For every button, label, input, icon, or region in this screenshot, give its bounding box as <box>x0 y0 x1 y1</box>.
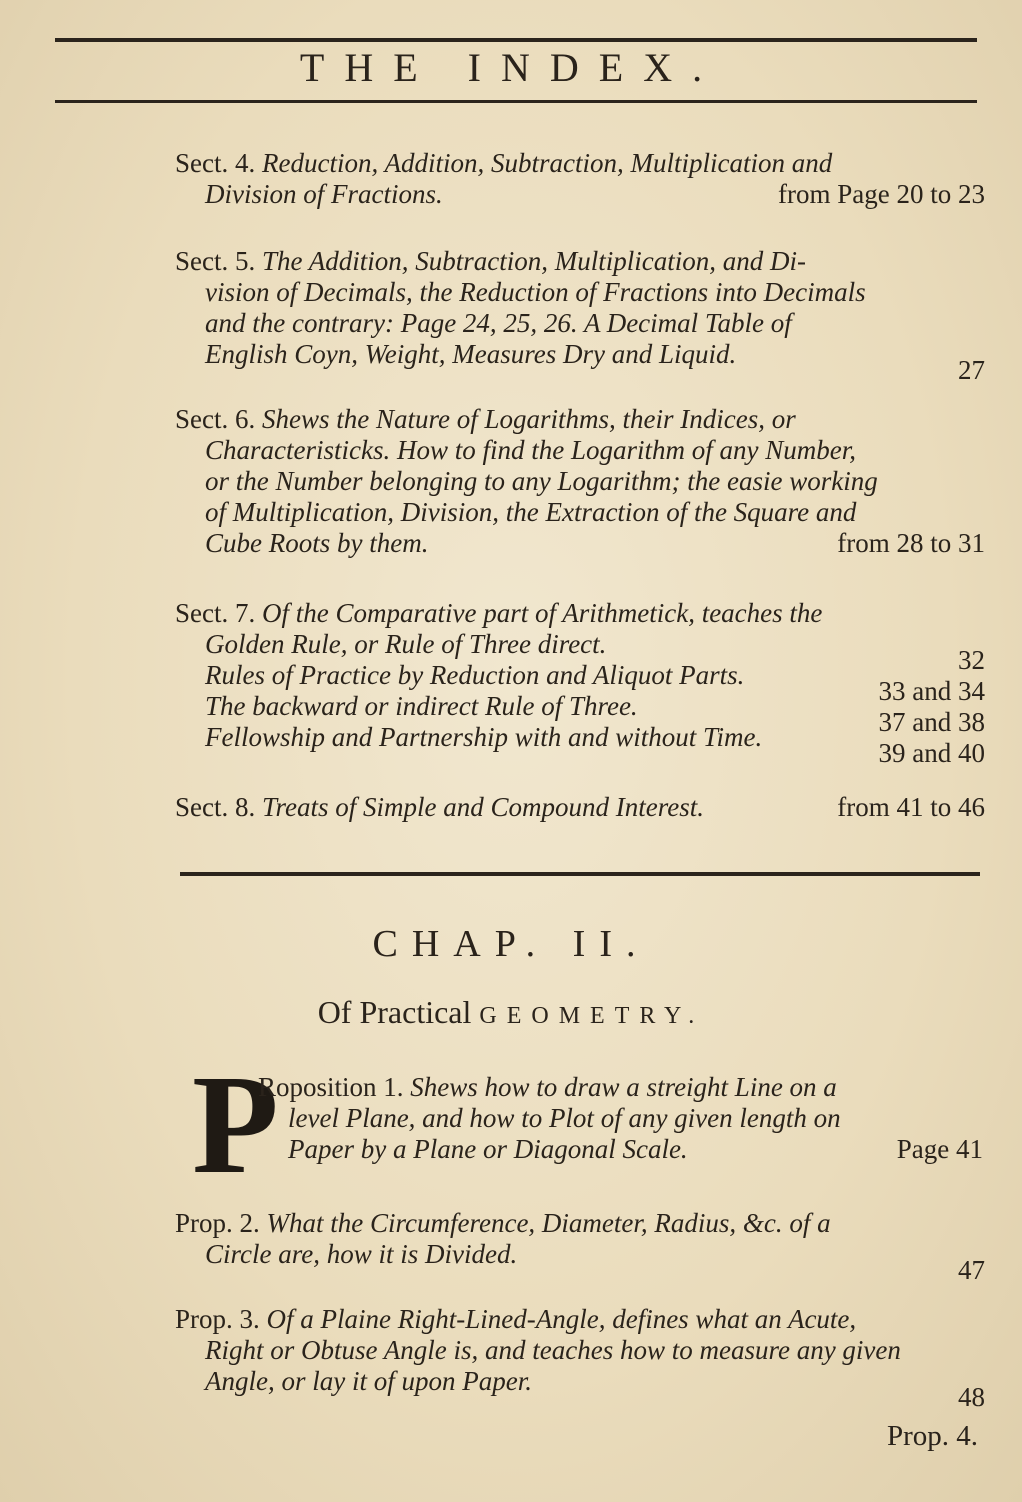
index-entry-sect-4 <box>175 148 985 210</box>
page-title: THE INDEX. <box>299 45 723 90</box>
entry-text: Angle, or lay it of upon Paper. <box>205 1366 532 1396</box>
chapter-subject-prefix: Of Practical <box>317 994 472 1030</box>
index-entry-prop-3 <box>175 1304 985 1412</box>
section-divider-rule <box>180 872 980 876</box>
page-reference: 32 <box>958 645 985 675</box>
entry-text: Rules of Practice by Reduction and Aliquot Parts. <box>205 660 745 690</box>
entry-text: Paper by a Plane or Diagonal Scale. <box>288 1134 688 1164</box>
index-entry-prop-1 <box>258 1072 983 1165</box>
entry-text: Reduction, Addition, Subtraction, Multiplication and <box>262 148 833 178</box>
entry-label: Sect. 7. <box>175 598 256 628</box>
index-entry-sect-6 <box>175 404 985 559</box>
chapter-title: CHAP. II. <box>372 923 650 965</box>
entry-text: Treats of Simple and Compound Interest. <box>262 792 704 822</box>
entry-text: and the contrary: Page 24, 25, 26. A Decimal Table of <box>205 308 792 338</box>
entry-text: Golden Rule, or Rule of Three direct. <box>205 629 607 659</box>
entry-label: Sect. 4. <box>175 148 256 178</box>
index-entry-sect-5 <box>175 246 985 385</box>
chapter-subject <box>0 994 1022 1031</box>
entry-text: level Plane, and how to Plot of any given length on <box>288 1103 841 1133</box>
page-reference: 27 <box>958 355 985 385</box>
page-reference: 33 and 34 <box>878 676 985 706</box>
page-reference: 48 <box>958 1382 985 1412</box>
entry-text: Division of Fractions. <box>205 179 443 209</box>
entry-text: Fellowship and Partnership with and without Time. <box>205 722 763 752</box>
page-reference: Page 41 <box>896 1134 983 1164</box>
entry-text: What the Circumference, Diameter, Radius, &c. of a <box>266 1208 831 1238</box>
entry-label: Prop. 2. <box>175 1208 260 1238</box>
entry-text: Circle are, how it is Divided. <box>205 1239 518 1269</box>
entry-text: The Addition, Subtraction, Multiplication, and Di- <box>262 246 806 276</box>
page-reference: 37 and 38 <box>878 707 985 737</box>
entry-text: Characteristicks. How to find the Logarithm of any Number, <box>205 435 856 465</box>
index-entry-prop-2 <box>175 1208 985 1285</box>
index-entry-sect-7 <box>175 598 985 768</box>
page-reference: from 28 to 31 <box>837 528 985 558</box>
drop-cap: P <box>192 1045 279 1203</box>
entry-text: Of the Comparative part of Arithmetick, teaches the <box>262 598 823 628</box>
header-top-rule <box>55 38 977 42</box>
entry-text: vision of Decimals, the Reduction of Fractions into Decimals <box>205 277 866 307</box>
entry-text: Shews how to draw a streight Line on a <box>410 1072 837 1102</box>
index-entry-sect-8 <box>175 792 985 823</box>
page-reference: 39 and 40 <box>878 738 985 768</box>
entry-text: The backward or indirect Rule of Three. <box>205 691 638 721</box>
entry-text: of Multiplication, Division, the Extraction of the Square and <box>205 497 857 527</box>
entry-text: Shews the Nature of Logarithms, their Indices, or <box>262 404 796 434</box>
entry-text: Cube Roots by them. <box>205 528 429 558</box>
page-reference: from 41 to 46 <box>837 792 985 822</box>
catchword: Prop. 4. <box>886 1420 978 1452</box>
chapter-subject-caps: GEOMETRY. <box>479 1003 705 1029</box>
entry-label: Sect. 5. <box>175 246 256 276</box>
entry-text: Right or Obtuse Angle is, and teaches how to measure any given <box>205 1335 901 1365</box>
entry-label: Sect. 8. <box>175 792 256 822</box>
page-reference: 47 <box>958 1255 985 1285</box>
entry-text: Of a Plaine Right-Lined-Angle, defines what an Acute, <box>266 1304 857 1334</box>
entry-label: Sect. 6. <box>175 404 256 434</box>
entry-text: or the Number belonging to any Logarithm; the easie working <box>205 466 878 496</box>
page-reference: from Page 20 to 23 <box>778 179 985 209</box>
entry-label: Prop. 3. <box>175 1304 260 1334</box>
header-bottom-rule <box>55 100 977 103</box>
entry-text: English Coyn, Weight, Measures Dry and Liquid. <box>205 339 737 369</box>
entry-label: Roposition 1. <box>258 1072 404 1102</box>
